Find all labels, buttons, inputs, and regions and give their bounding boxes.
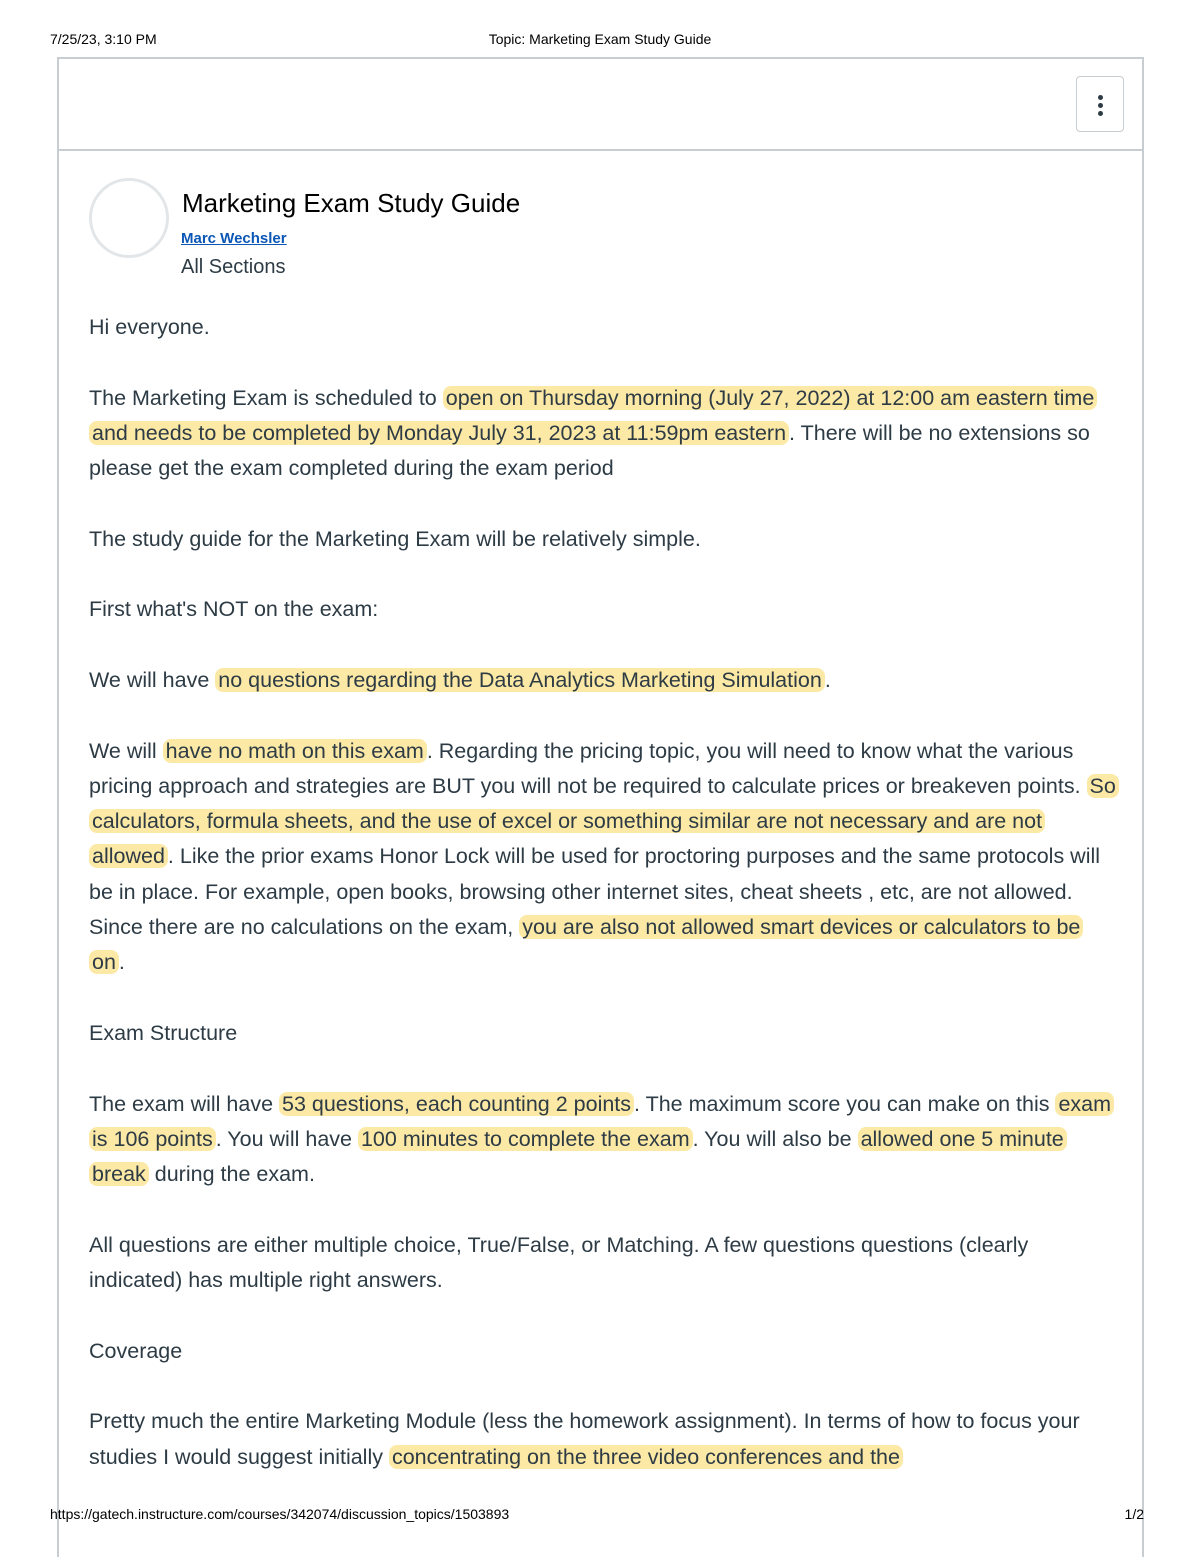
coverage-paragraph: Pretty much the entire Marketing Module (less the homework assignment). In terms of how to focus your studies I would suggest initially concentrating on the three video conferences and the	[89, 1409, 1080, 1469]
avatar[interactable]	[89, 178, 169, 258]
page-title: Marketing Exam Study Guide	[182, 188, 521, 218]
print-url: https://gatech.instructure.com/courses/342074/discussion_topics/1503893	[50, 1506, 510, 1522]
highlight: 100 minutes to complete the exam	[358, 1127, 693, 1151]
exam-dates-paragraph: The Marketing Exam is scheduled to open on Thursday morning (July 27, 2022) at 12:00 am eastern time and needs to be completed by Monday July 31, 2023 at 11:59pm eastern . There will be no extensions so please get the exam completed during the exam period	[89, 381, 1119, 487]
print-page-title: Topic: Marketing Exam Study Guide	[488, 31, 712, 47]
highlight: you are also not allowed smart devices or calculators to be on	[89, 915, 1083, 974]
highlight: concentrating on the three video conferences and the	[389, 1445, 903, 1469]
highlight: exam is 106 points	[89, 1092, 1114, 1151]
highlight: allowed one 5 minute break	[89, 1127, 1067, 1186]
print-footer	[0, 1506, 1200, 1524]
highlight: no questions regarding the Data Analytics Marketing Simulation	[215, 668, 825, 692]
math-paragraph: We will have no math on this exam . Regarding the pricing topic, you will need to know what the various pricing approach and strategies are BUT you will not be required to calculate prices or breakeven points. So calculators, formula sheets, and the use of excel or something similar are not necessary and are not allowed . Like the prior exams Honor Lock will be used for proctoring purposes and the same protocols will be in place. For example, open books, browsing other internet sites, cheat sheets , etc, are not allowed. Since there are no calculations on the exam, you are also not allowed smart devices or calculators to be on .	[89, 734, 1119, 981]
simulation-paragraph: We will have no questions regarding the Data Analytics Marketing Simulation .	[89, 667, 831, 692]
question-types-paragraph: All questions are either multiple choice, True/False, or Matching. A few questions questions (clearly indicated) has multiple right answers.	[89, 1232, 1029, 1293]
coverage-heading: Coverage	[89, 1338, 183, 1363]
print-header	[0, 31, 1200, 49]
kebab-vertical-icon[interactable]	[1076, 76, 1124, 132]
discussion-body	[89, 310, 1119, 1510]
highlight: So calculators, formula sheets, and the use of excel or something similar are not necessary and are not allowed	[89, 774, 1119, 869]
discussion-toolbar	[59, 59, 1142, 151]
highlight: have no math on this exam	[163, 739, 427, 763]
not-on-exam-heading: First what's NOT on the exam:	[89, 597, 379, 622]
sections-label: All Sections	[181, 256, 286, 278]
print-datetime: 7/25/23, 3:10 PM	[50, 31, 157, 47]
author-link[interactable]: Marc Wechsler	[181, 230, 287, 247]
structure-paragraph: The exam will have 53 questions, each counting 2 points . The maximum score you can make on this exam is 106 points . You will have 100 minutes to complete the exam . You will also be allowed one 5 minute break during the exam.	[89, 1087, 1119, 1193]
exam-structure-heading: Exam Structure	[89, 1020, 238, 1045]
highlight: 53 questions, each counting 2 points	[279, 1092, 634, 1116]
study-guide-paragraph: The study guide for the Marketing Exam will be relatively simple.	[89, 526, 701, 551]
print-page-number: 1/2	[1124, 1506, 1144, 1522]
highlight: open on Thursday morning (July 27, 2022) at 12:00 am eastern time and needs to be completed by Monday July 31, 2023 at 11:59pm eastern	[89, 386, 1097, 445]
greeting-paragraph: Hi everyone.	[89, 315, 210, 339]
